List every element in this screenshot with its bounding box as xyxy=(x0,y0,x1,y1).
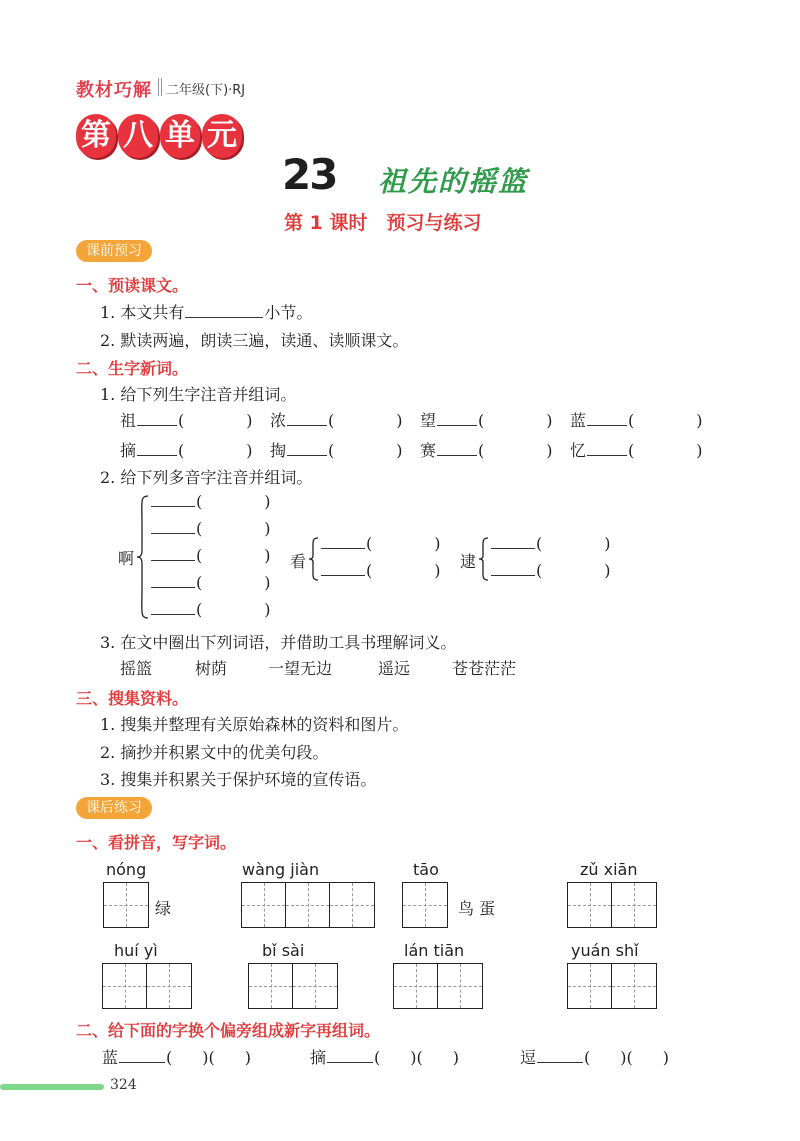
writing-grid[interactable] xyxy=(248,963,338,1009)
char-entry: 望 ( ) xyxy=(420,411,553,430)
char: 浓 xyxy=(270,411,287,430)
char: 忆 xyxy=(570,441,587,460)
left-brace-icon xyxy=(308,536,320,582)
pinyin: bǐ sài xyxy=(262,941,305,960)
writing-grid[interactable] xyxy=(241,882,375,928)
question-line: 1. 给下列生字注音并组词。 xyxy=(100,385,297,404)
char: 蓝 xyxy=(102,1048,119,1067)
vocab-word: 树荫 xyxy=(195,659,228,678)
pinyin: lán tiān xyxy=(404,941,465,960)
answer-blank[interactable] xyxy=(537,1061,583,1063)
writing-grid[interactable] xyxy=(567,963,657,1009)
writing-grid[interactable] xyxy=(102,963,192,1009)
vocab-word: 苍苍茫茫 xyxy=(452,659,517,678)
writing-grid[interactable] xyxy=(567,882,657,928)
grid-suffix: 鸟 蛋 xyxy=(458,899,496,918)
question-line: 2. 给下列多音字注音并组词。 xyxy=(100,468,313,487)
radical-entry: 摘 ( )( ) xyxy=(310,1048,459,1067)
left-brace-icon xyxy=(136,494,150,620)
period-title: 第 1 课时 预习与练习 xyxy=(284,212,482,234)
page-number: 324 xyxy=(110,1077,137,1093)
polyphone-line: ( ) xyxy=(150,546,271,565)
vocab-word: 遥远 xyxy=(378,659,411,678)
question-line: 2. 默读两遍，朗读三遍，读通、读顺课文。 xyxy=(100,331,409,350)
polyphone-line: ( ) xyxy=(490,534,611,553)
answer-blank[interactable] xyxy=(185,316,263,318)
section-heading: 一、预读课文。 xyxy=(76,276,189,295)
polyphone-line: ( ) xyxy=(150,573,271,592)
pinyin-blank[interactable] xyxy=(137,424,177,426)
pinyin: yuán shǐ xyxy=(571,941,639,960)
pinyin-blank[interactable] xyxy=(437,454,477,456)
pinyin-blank[interactable] xyxy=(437,424,477,426)
lesson-title: 祖先的摇篮 xyxy=(378,165,529,198)
polyphone-line: ( ) xyxy=(320,534,441,553)
char-entry: 蓝 ( ) xyxy=(570,411,703,430)
char-entry: 掏 ( ) xyxy=(270,441,403,460)
section-heading: 一、看拼音，写字词。 xyxy=(76,833,237,852)
pinyin: nóng xyxy=(106,860,147,879)
grid-suffix: 绿 xyxy=(155,899,172,918)
unit-char: 第 xyxy=(76,114,116,158)
pinyin-blank[interactable] xyxy=(587,424,627,426)
pinyin-blank[interactable] xyxy=(287,454,327,456)
char-entry: 赛 ( ) xyxy=(420,441,553,460)
question-line: 3. 搜集并积累关于保护环境的宣传语。 xyxy=(100,770,377,789)
char: 摘 xyxy=(310,1048,327,1067)
practice-badge: 课后练习 xyxy=(76,797,152,819)
char-entry: 浓 ( ) xyxy=(270,411,403,430)
vocab-word: 摇篮 xyxy=(120,659,153,678)
pinyin: tāo xyxy=(413,860,439,879)
char: 祖 xyxy=(120,411,137,430)
writing-grid[interactable] xyxy=(393,963,483,1009)
char-entry: 忆 ( ) xyxy=(570,441,703,460)
char-entry: 摘 ( ) xyxy=(120,441,253,460)
polyphone-line: ( ) xyxy=(150,492,271,511)
pinyin: zǔ xiān xyxy=(580,860,638,879)
lesson-number: 23 xyxy=(282,150,337,199)
char: 掏 xyxy=(270,441,287,460)
polyphone-line: ( ) xyxy=(490,561,611,580)
polyphone-char: 啊 xyxy=(118,549,135,568)
char: 逗 xyxy=(520,1048,537,1067)
unit-char: 单 xyxy=(160,114,200,158)
unit-title xyxy=(76,114,248,162)
page-bar xyxy=(0,1084,104,1090)
question-line: 3. 在文中圈出下列词语，并借助工具书理解词义。 xyxy=(100,633,457,652)
question-line: 1. 搜集并整理有关原始森林的资料和图片。 xyxy=(100,715,409,734)
answer-blank[interactable] xyxy=(119,1061,165,1063)
polyphone-line: ( ) xyxy=(320,561,441,580)
char: 望 xyxy=(420,411,437,430)
char: 蓝 xyxy=(570,411,587,430)
char: 摘 xyxy=(120,441,137,460)
polyphone-line: ( ) xyxy=(150,519,271,538)
writing-grid[interactable] xyxy=(402,882,448,928)
section-heading: 二、生字新词。 xyxy=(76,359,189,378)
radical-entry: 蓝 ( )( ) xyxy=(102,1048,251,1067)
section-heading: 三、搜集资料。 xyxy=(76,689,189,708)
preview-badge: 课前预习 xyxy=(76,240,152,262)
pinyin: wàng jiàn xyxy=(242,860,320,879)
series-brand: 教材巧解 xyxy=(76,80,152,101)
radical-entry: 逗 ( )( ) xyxy=(520,1048,669,1067)
unit-char: 元 xyxy=(202,114,242,158)
polyphone-char: 逮 xyxy=(460,552,477,571)
polyphone-char: 看 xyxy=(290,552,307,571)
left-brace-icon xyxy=(478,536,490,582)
grade-label: 二年级(下)·RJ xyxy=(166,83,246,98)
char: 赛 xyxy=(420,441,437,460)
unit-char: 八 xyxy=(118,114,158,158)
char-entry: 祖 ( ) xyxy=(120,411,253,430)
vocab-word: 一望无边 xyxy=(268,659,333,678)
answer-blank[interactable] xyxy=(327,1061,373,1063)
header-divider xyxy=(158,78,162,96)
writing-grid[interactable] xyxy=(103,882,149,928)
section-heading: 二、给下面的字换个偏旁组成新字再组词。 xyxy=(76,1021,381,1040)
question-line: 1. 本文共有 小节。 xyxy=(100,303,313,322)
pinyin-blank[interactable] xyxy=(137,454,177,456)
question-line: 2. 摘抄并积累文中的优美句段。 xyxy=(100,743,329,762)
polyphone-line: ( ) xyxy=(150,600,271,619)
pinyin-blank[interactable] xyxy=(287,424,327,426)
pinyin-blank[interactable] xyxy=(587,454,627,456)
pinyin: huí yì xyxy=(114,941,158,960)
